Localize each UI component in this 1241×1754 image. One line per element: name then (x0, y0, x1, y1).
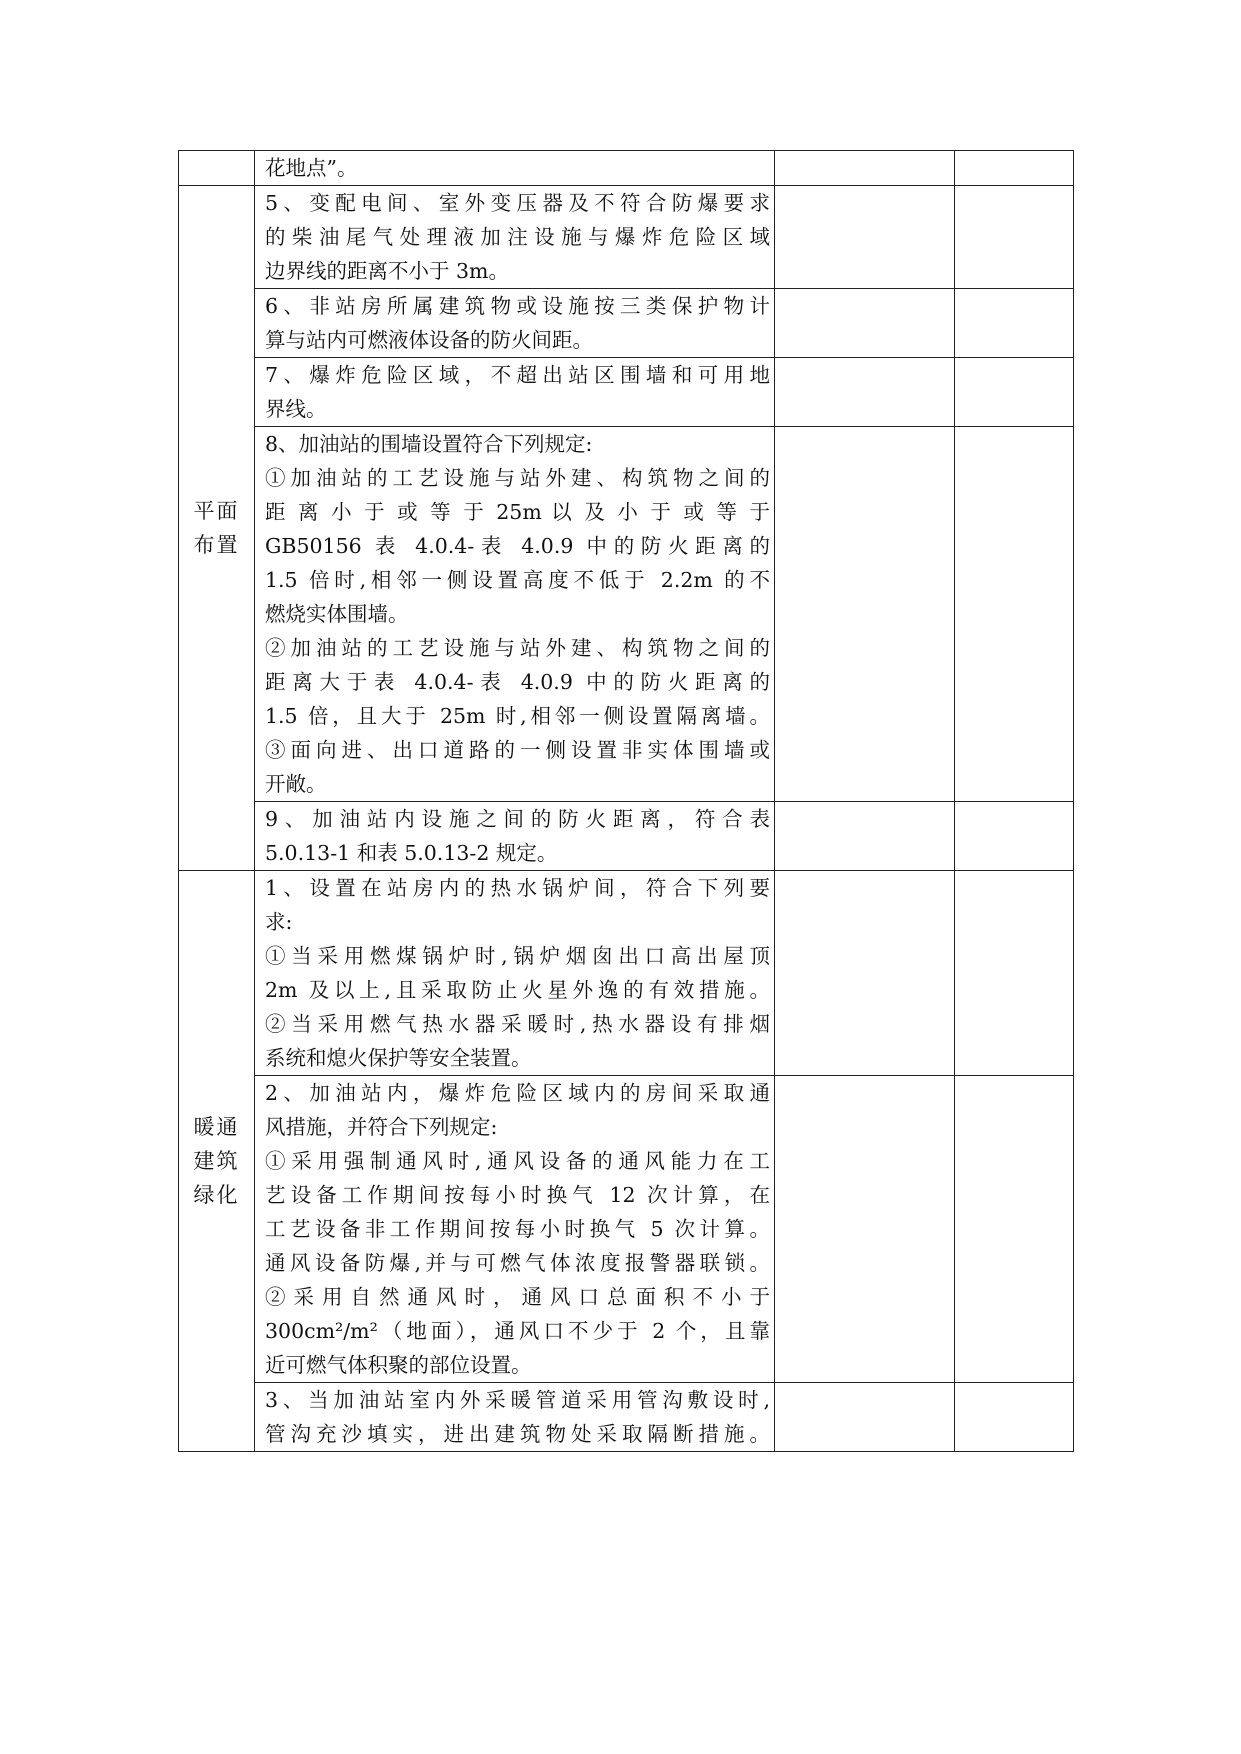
content-line: 8、加油站的围墙设置符合下列规定: (265, 432, 593, 456)
content-line: ①加油站的工艺设施与站外建、构筑物之间的 (265, 466, 770, 490)
content-cell (255, 358, 775, 427)
blank-cell (775, 289, 955, 358)
blank-cell (775, 151, 955, 186)
category-label: 绿化 (193, 1183, 240, 1207)
blank-cell (955, 358, 1074, 427)
table-row (179, 358, 1074, 427)
blank-cell (955, 802, 1074, 871)
table-row (179, 1076, 1074, 1383)
content-line: 管沟充沙填实，进出建筑物处采取隔断措施。 (265, 1422, 770, 1446)
blank-cell (955, 1383, 1074, 1452)
content-line: 艺设备工作期间按每小时换气 12 次计算，在 (265, 1183, 770, 1207)
blank-cell (955, 871, 1074, 1076)
content-line: 300cm²/m²（地面），通风口不少于 2 个，且靠 (265, 1319, 770, 1343)
content-line: 2、加油站内，爆炸危险区域内的房间采取通 (265, 1081, 770, 1105)
content-line: 的柴油尾气处理液加注设施与爆炸危险区域 (265, 225, 770, 249)
category-cell-layout (179, 186, 255, 871)
table-row (179, 289, 1074, 358)
blank-cell (775, 871, 955, 1076)
content-line: 6、非站房所属建筑物或设施按三类保护物计 (265, 294, 770, 318)
blank-cell (955, 289, 1074, 358)
content-cell (255, 871, 775, 1076)
inspection-table (178, 150, 1074, 1452)
content-cell (255, 802, 775, 871)
content-cell (255, 427, 775, 802)
content-line: ③面向进、出口道路的一侧设置非实体围墙或 (265, 738, 770, 762)
content-cell (255, 151, 775, 186)
content-line: 开敞。 (265, 772, 327, 796)
table-row (179, 151, 1074, 186)
content-line: 花地点”。 (265, 156, 358, 180)
table-row (179, 871, 1074, 1076)
table-row (179, 427, 1074, 802)
content-cell (255, 1076, 775, 1383)
table-row (179, 1383, 1074, 1452)
blank-cell (775, 1383, 955, 1452)
content-line: 7、爆炸危险区域，不超出站区围墙和可用地 (265, 363, 770, 387)
content-line: 距 离 小 于 或 等 于 25m 以 及 小 于 或 等 于 (265, 500, 770, 524)
content-line: GB50156 表 4.0.4-表 4.0.9 中的防火距离的 (265, 534, 770, 558)
content-line: 通风设备防爆,并与可燃气体浓度报警器联锁。 (265, 1251, 770, 1275)
category-label: 布置 (193, 533, 240, 557)
content-line: ①采用强制通风时,通风设备的通风能力在工 (265, 1149, 770, 1173)
content-line: 算与站内可燃液体设备的防火间距。 (265, 328, 593, 352)
content-line: 工艺设备非工作期间按每小时换气 5 次计算。 (265, 1217, 770, 1241)
content-line: 风措施，并符合下列规定: (265, 1115, 498, 1139)
content-cell (255, 289, 775, 358)
content-line: ②加油站的工艺设施与站外建、构筑物之间的 (265, 636, 770, 660)
blank-cell (955, 186, 1074, 289)
content-line: 求: (265, 910, 293, 934)
category-label: 建筑 (193, 1149, 240, 1173)
content-line: 2m 及以上,且采取防止火星外逸的有效措施。 (265, 978, 770, 1002)
content-line: ②当采用燃气热水器采暖时,热水器设有排烟 (265, 1012, 770, 1036)
content-line: 距离大于表 4.0.4-表 4.0.9 中的防火距离的 (265, 670, 770, 694)
table-row (179, 802, 1074, 871)
category-label: 暖通 (193, 1115, 240, 1139)
content-line: 界线。 (265, 397, 327, 421)
blank-cell (775, 802, 955, 871)
table-row (179, 186, 1074, 289)
content-line: 1.5 倍时,相邻一侧设置高度不低于 2.2m 的不 (265, 568, 770, 592)
category-label: 平面 (193, 499, 240, 523)
blank-cell (775, 427, 955, 802)
content-line: ①当采用燃煤锅炉时,锅炉烟囱出口高出屋顶 (265, 944, 770, 968)
blank-cell (955, 151, 1074, 186)
blank-cell (775, 358, 955, 427)
content-cell (255, 1383, 775, 1452)
content-line: 3、当加油站室内外采暖管道采用管沟敷设时, (265, 1388, 770, 1412)
content-line: 燃烧实体围墙。 (265, 602, 409, 626)
content-line: 近可燃气体积聚的部位设置。 (265, 1353, 532, 1377)
category-cell-empty (179, 151, 255, 186)
content-line: 5.0.13-1 和表 5.0.13-2 规定。 (265, 841, 558, 865)
blank-cell (955, 427, 1074, 802)
content-cell (255, 186, 775, 289)
category-cell-hvac (179, 871, 255, 1452)
content-line: 边界线的距离不小于 3m。 (265, 259, 509, 283)
blank-cell (775, 186, 955, 289)
content-line: ②采用自然通风时，通风口总面积不小于 (265, 1285, 770, 1309)
blank-cell (775, 1076, 955, 1383)
content-line: 系统和熄火保护等安全装置。 (265, 1046, 532, 1070)
content-line: 1、设置在站房内的热水锅炉间，符合下列要 (265, 876, 770, 900)
content-line: 5、变配电间、室外变压器及不符合防爆要求 (265, 191, 770, 215)
content-line: 9、加油站内设施之间的防火距离，符合表 (265, 807, 770, 831)
content-line: 1.5 倍，且大于 25m 时,相邻一侧设置隔离墙。 (265, 704, 770, 728)
blank-cell (955, 1076, 1074, 1383)
